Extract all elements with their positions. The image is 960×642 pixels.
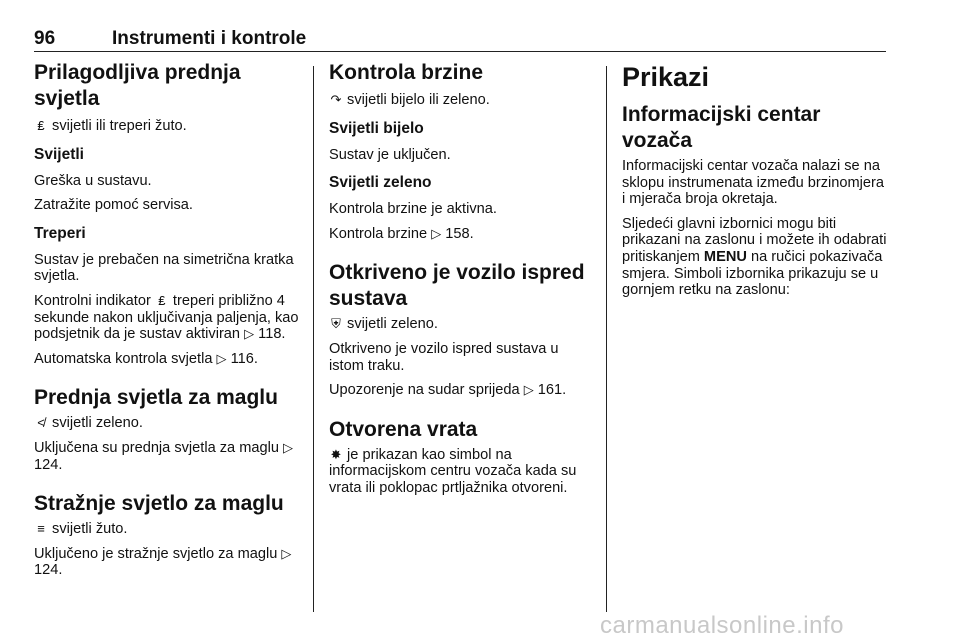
- fog-front-p1: Uključena su prednja svjetla za maglu ▷ 124.: [34, 439, 294, 473]
- rear-fog-light-icon: ≡: [37, 521, 45, 537]
- vehicle-p1: Otkriveno je vozilo ispred sustava u istom traku.: [329, 340, 559, 374]
- vehicle-p2: Upozorenje na sudar sprijeda ▷ 161.: [329, 382, 567, 399]
- heading-front-fog: Prednja svjetla za maglu: [34, 386, 278, 410]
- white-p1: Sustav je uključen.: [329, 146, 451, 163]
- fog-front-intro: ≮ svijetli zeleno.: [34, 415, 302, 432]
- page-reference-triangle-icon: ▷: [283, 439, 294, 455]
- dic-p2: Sljedeći glavni izbornici mogu biti prikazani na zaslonu i možete ih odabrati pritiskanjem MENU na ručici pokazivača smjera. Simboli izbornika prikazuju se u gornjem retku na zaslonu:: [622, 215, 887, 299]
- lights-p1: Greška u sustavu.: [34, 172, 152, 189]
- heading-lights-green: Svijetli zeleno: [329, 174, 432, 192]
- heading-cruise-control: Kontrola brzine: [329, 61, 484, 84]
- adaptive-headlight-icon: ₤: [158, 292, 166, 308]
- heading-flashes: Treperi: [34, 224, 86, 242]
- page-reference-triangle-icon: ▷: [244, 326, 255, 342]
- cruise-control-icon: ↷: [330, 92, 342, 107]
- section-title: Instrumenti i kontrole: [112, 28, 307, 49]
- green-p2: Kontrola brzine ▷ 158.: [329, 225, 474, 242]
- fog-rear-intro: ≡ svijetli žuto.: [34, 521, 302, 538]
- heading-lights-on: Svijetli: [34, 145, 84, 163]
- column-2: [329, 60, 597, 497]
- cruise-intro: ↷ svijetli bijelo ili zeleno.: [330, 92, 490, 108]
- adaptive-light-intro: ₤ svijetli ili treperi žuto.: [34, 118, 302, 135]
- heading-door-open: Otvorena vrata: [329, 417, 478, 441]
- adaptive-headlight-icon: ₤: [37, 118, 45, 133]
- watermark: carmanualsonline.info: [600, 612, 844, 639]
- heading-displays: Prikazi: [622, 62, 710, 92]
- vehicle-intro: ⛨ svijetli zeleno.: [329, 316, 597, 333]
- door-open-icon: ✸: [330, 446, 342, 462]
- page-number: 96: [34, 28, 56, 49]
- page-reference-triangle-icon: ▷: [216, 350, 227, 366]
- heading-vehicle-ahead: Otkriveno je vozilo ispred sustava: [329, 261, 585, 311]
- column-3: [622, 60, 890, 299]
- column-divider-2: [606, 66, 607, 612]
- auto-light-ref: Automatska kontrola svjetla ▷ 116.: [34, 350, 258, 367]
- column-1: [34, 60, 302, 579]
- heading-adaptive-front-lighting: Prilagodljiva prednja svjetla: [34, 61, 241, 110]
- flash-p1: Sustav je prebačen na simetrična kratka svjetla.: [34, 251, 294, 285]
- fog-rear-p1: Uključeno je stražnje svjetlo za maglu ▷ 124.: [34, 545, 292, 579]
- flash-p2: Kontrolni indikator ₤ treperi približno 4 sekunde nakon uključivanja paljenja, kao podsjetnik da je sustav aktiviran ▷ 118.: [34, 292, 299, 343]
- front-fog-light-icon: ≮: [37, 415, 45, 431]
- page-reference-triangle-icon: ▷: [523, 382, 534, 398]
- green-p1: Kontrola brzine je aktivna.: [329, 201, 497, 218]
- heading-driver-info-centre: Informacijski centar vozača: [622, 103, 821, 152]
- heading-lights-white: Svijetli bijelo: [329, 119, 424, 137]
- header-rule: [34, 51, 886, 52]
- dic-p1: Informacijski centar vozača nalazi se na sklopu instrumenata između brzinomjera i mjerača broja okretaja.: [622, 158, 884, 208]
- page-reference-triangle-icon: ▷: [281, 545, 292, 561]
- door-intro: ✸ je prikazan kao simbol na informacijskom centru vozača kada su vrata ili poklopac prtljažnika otvoreni.: [329, 446, 577, 496]
- column-divider-1: [313, 66, 314, 612]
- lights-p2: Zatražite pomoć servisa.: [34, 197, 193, 214]
- page-reference-triangle-icon: ▷: [431, 225, 442, 241]
- heading-rear-fog: Stražnje svjetlo za maglu: [34, 492, 284, 516]
- vehicle-ahead-icon: ⛨: [331, 316, 341, 332]
